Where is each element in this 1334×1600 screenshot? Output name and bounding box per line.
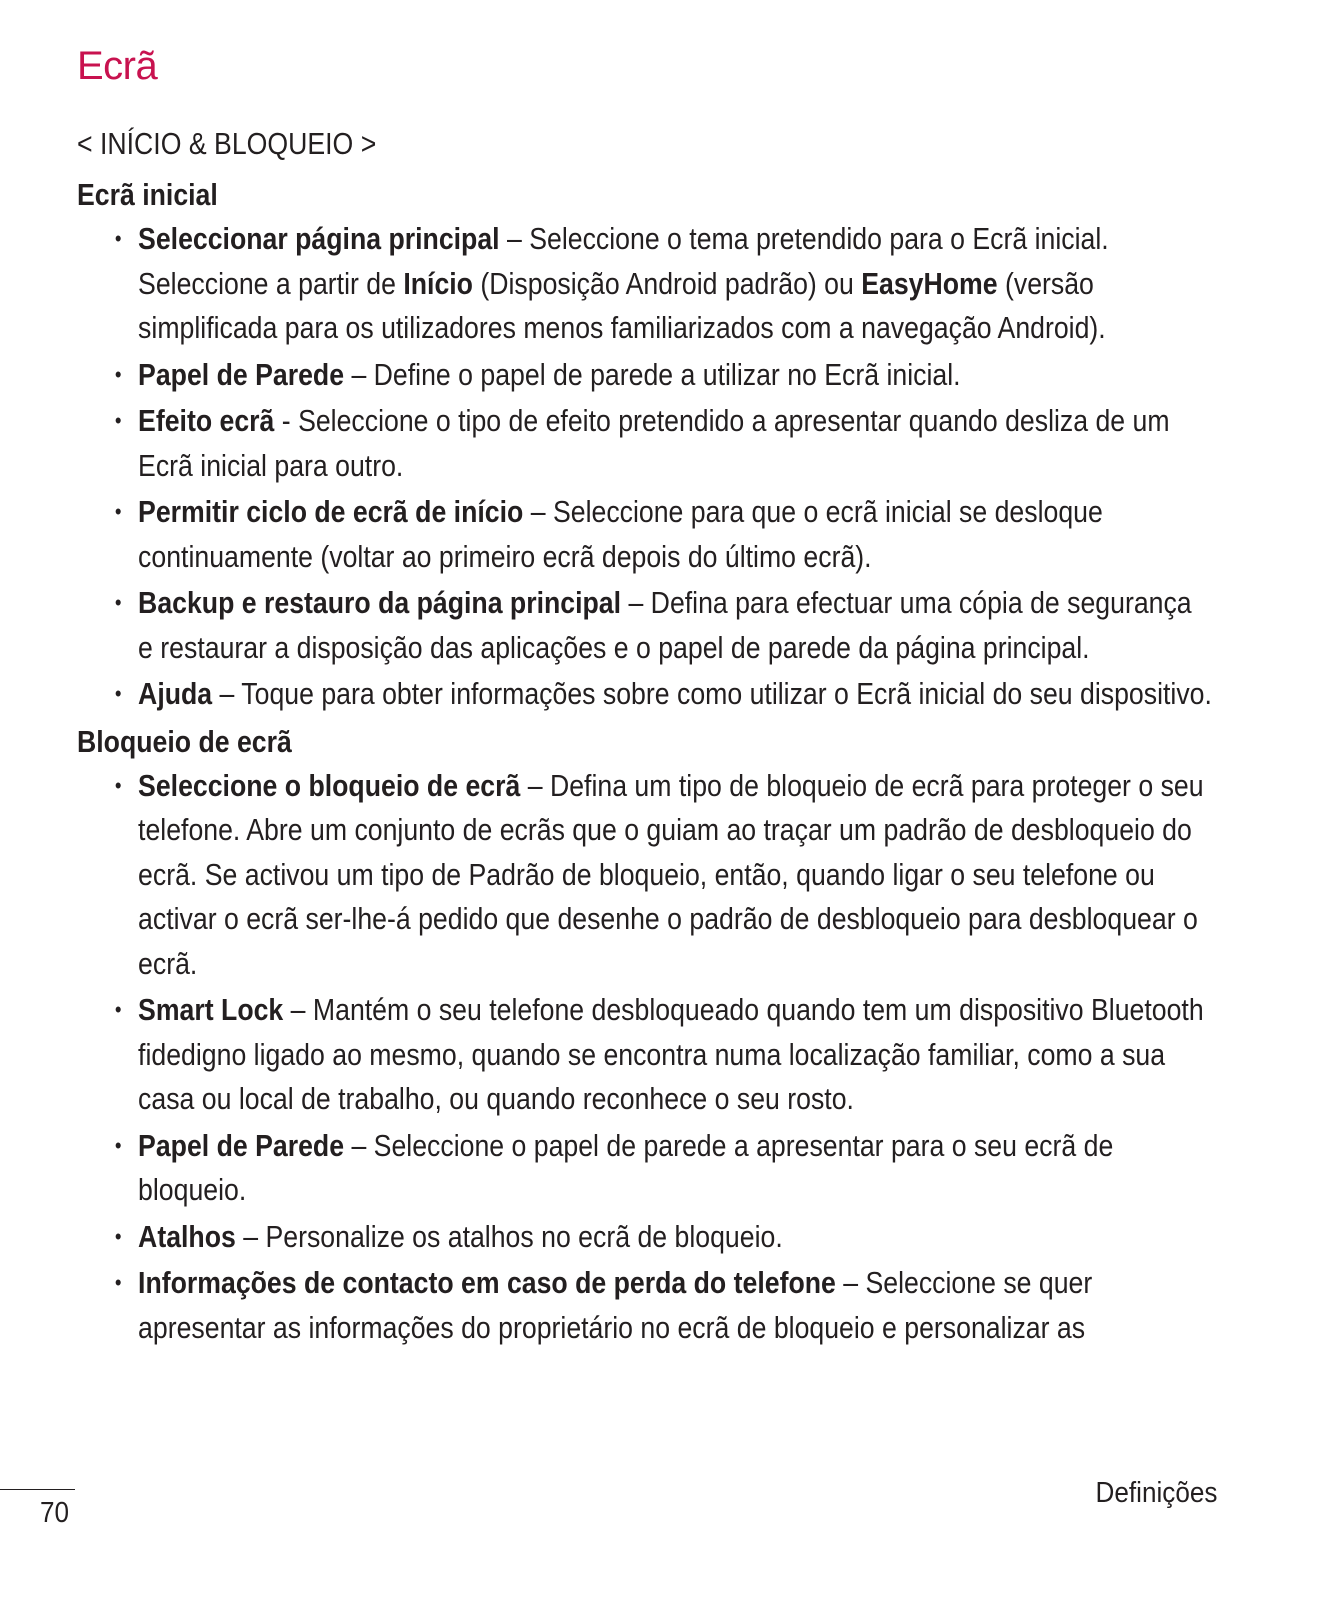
item-term: Ajuda [138,676,213,711]
item-text: – Seleccione se quer apresentar as informações do proprietário no ecrã de bloqueio e personalizar as [138,1265,1093,1345]
item-text: – Seleccione para que o ecrã inicial se desloque continuamente (voltar ao primeiro ecrã depois do último ecrã). [138,494,1103,574]
item-term: Efeito ecrã [138,403,275,438]
list-item [77,217,1212,351]
item-term: EasyHome [861,265,998,301]
home-screen-list [77,217,1212,717]
page-content [77,172,1212,1352]
bullet-icon: • [114,997,122,1022]
bullet-icon: • [114,408,122,433]
item-text: – Mantém o seu telefone desbloqueado quando tem um dispositivo Bluetooth fidedigno ligado ao mesmo, quando se encontra numa localização familiar, como a sua casa ou local de trabalho, ou quando reconhece o seu rosto. [138,992,1204,1116]
item-text: (Disposição Android padrão) ou [472,265,862,301]
bullet-icon: • [114,590,122,615]
item-text: – Defina para efectuar uma cópia de segurança e restaurar a disposição das aplicações e o papel de parede da página principal. [138,585,1192,665]
item-text: – Toque para obter informações sobre como utilizar o Ecrã inicial do seu dispositivo. [212,676,1212,711]
item-text: – Defina um tipo de bloqueio de ecrã para proteger o seu telefone. Abre um conjunto de ecrãs que o guiam ao traçar um padrão de desbloqueio do ecrã. Se activou um tipo de Padrão de bloqueio, então, quando ligar o seu telefone ou activar o ecrã ser-lhe-á pedido que desenhe o padrão de desbloqueio para desbloquear o ecrã. [138,767,1204,981]
item-term: Atalhos [138,1218,236,1254]
list-item [77,988,1212,1122]
bullet-icon: • [114,1132,122,1158]
lock-screen-list [77,764,1212,1351]
page-title: Ecrã [77,44,158,88]
item-term: Permitir ciclo de ecrã de início [138,494,524,529]
footer-divider [0,1489,75,1490]
list-item [77,672,1212,717]
bullet-icon: • [114,226,122,251]
bullet-icon: • [114,499,122,524]
list-item [77,764,1212,987]
bullet-icon: • [114,361,122,387]
item-term: Smart Lock [138,992,284,1027]
item-term: Início [403,265,473,301]
list-item [77,1215,1212,1260]
item-term: Seleccionar página principal [138,221,500,256]
list-item [77,490,1212,579]
list-item [77,1261,1212,1350]
item-term: Informações de contacto em caso de perda do telefone [138,1265,836,1300]
item-text: – Personalize os atalhos no ecrã de bloqueio. [235,1218,783,1254]
list-item [77,581,1212,670]
bullet-icon: • [114,1270,122,1295]
subheading-lock-screen: Bloqueio de ecrã [77,723,292,759]
item-text: – Define o papel de parede a utilizar no Ecrã inicial. [344,356,961,392]
item-text: – Seleccione o tema pretendido para o Ecrã inicial. Seleccione a partir de [138,221,1109,301]
page-number: 70 [40,1497,70,1529]
list-item [77,1124,1212,1213]
subheading-home-screen: Ecrã inicial [77,177,218,212]
bullet-icon: • [114,772,122,798]
bullet-icon: • [114,681,122,706]
item-term: Seleccione o bloqueio de ecrã [138,767,521,803]
footer-section-name: Definições [1095,1477,1217,1509]
bullet-icon: • [114,1223,122,1249]
list-item [77,353,1212,398]
list-item [77,399,1212,488]
item-term: Papel de Parede [138,356,345,392]
section-label: < INÍCIO & BLOQUEIO > [77,126,377,161]
item-text: – Seleccione o papel de parede a apresentar para o seu ecrã de bloqueio. [138,1127,1114,1207]
item-text: - Seleccione o tipo de efeito pretendido a apresentar quando desliza de um Ecrã inicial para outro. [138,403,1170,483]
item-term: Papel de Parede [138,1127,345,1163]
item-text: (versão simplificada para os utilizadores menos familiarizados com a navegação Android). [138,265,1106,345]
item-term: Backup e restauro da página principal [138,585,622,620]
